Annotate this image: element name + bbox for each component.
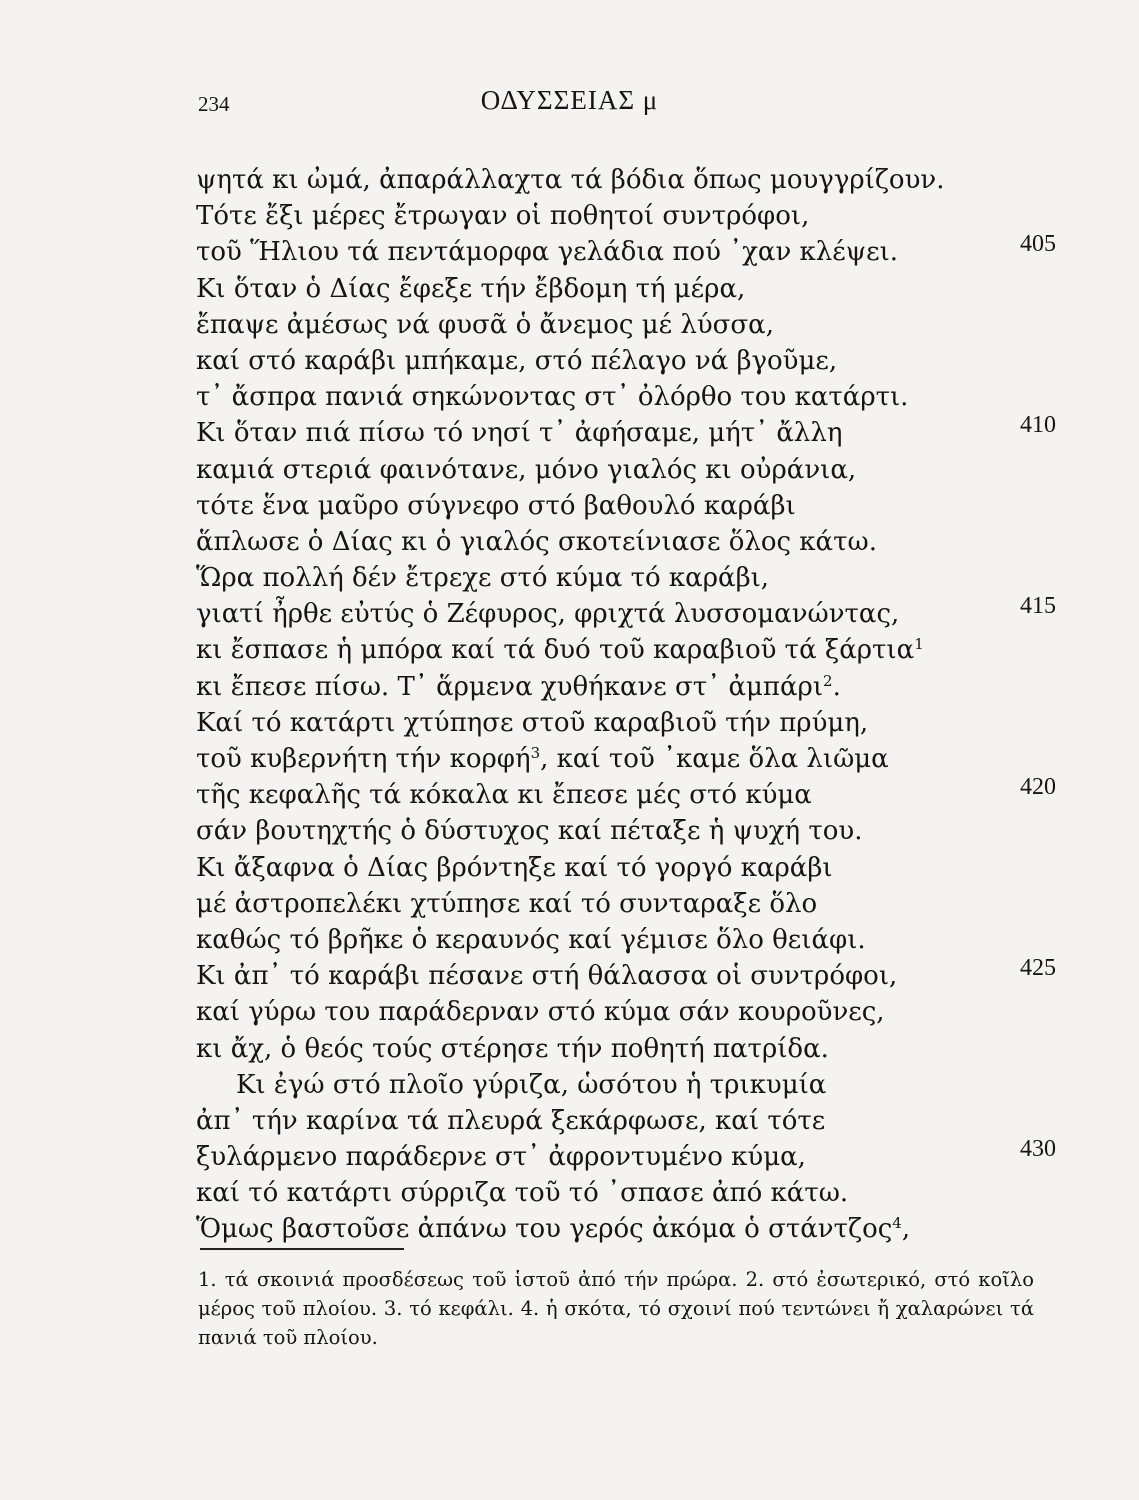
verse-line bbox=[196, 994, 1056, 1030]
verse-text: Κι ἐγώ στό πλοῖο γύριζα, ὡσότου ἡ τρικυμία bbox=[236, 1069, 827, 1100]
footnote-item: 1. τά σκοινιά προσδέσεως τοῦ ἱστοῦ ἀπό τήν πρώρα. bbox=[198, 1268, 738, 1291]
verse-line bbox=[196, 669, 1056, 705]
verse-line bbox=[196, 886, 1056, 922]
verse-text: Τότε ἔξι μέρες ἔτρωγαν οἱ ποθητοί συντρόφοι, bbox=[196, 201, 810, 232]
verse-text: καί στό καράβι μπήκαμε, στό πέλαγο νά βγοῦμε, bbox=[196, 345, 838, 376]
page-number: 234 bbox=[198, 92, 230, 116]
verse-block bbox=[196, 162, 1056, 1248]
line-number: 410 bbox=[1020, 412, 1056, 439]
verse-line bbox=[196, 1103, 1056, 1139]
verse-text: καμιά στεριά φαινότανε, μόνο γιαλός κι οὐράνια, bbox=[196, 454, 857, 485]
verse-text: ἀπ᾽ τήν καρίνα τά πλευρά ξεκάρφωσε, καί τότε bbox=[196, 1105, 826, 1136]
verse-line bbox=[196, 1067, 1056, 1103]
verse-text-continuation: , καί τοῦ ᾽καμε ὅλα λιῶμα bbox=[540, 744, 889, 774]
footnote-marker: 4 bbox=[892, 1214, 902, 1233]
line-number: 420 bbox=[1020, 774, 1056, 801]
verse-line bbox=[196, 955, 1056, 994]
verse-line bbox=[196, 271, 1056, 307]
verse-text: καί τό κατάρτι σύρριζα τοῦ τό ᾽σπασε ἀπό κάτω. bbox=[196, 1178, 849, 1209]
verse-text: τ᾽ ἄσπρα πανιά σηκώνοντας στ᾽ ὀλόρθο του κατάρτι. bbox=[196, 382, 909, 413]
verse-text: κι ἔσπασε ἡ μπόρα καί τά δυό τοῦ καραβιοῦ τά ξάρτια bbox=[196, 635, 915, 666]
verse-text: Κι ὅταν πιά πίσω τό νησί τ᾽ ἀφήσαμε, μήτ᾽ ἄλλη bbox=[196, 418, 843, 449]
verse-text: ἅπλωσε ὁ Δίας κι ὁ γιαλός σκοτείνιασε ὅλος κάτω. bbox=[196, 526, 877, 557]
verse-text: Ὥρα πολλή δέν ἔτρεχε στό κύμα τό καράβι, bbox=[196, 563, 770, 594]
verse-text: ἔπαψε ἀμέσως νά φυσᾶ ὁ ἄνεμος μέ λύσσα, bbox=[196, 309, 774, 340]
verse-text: ξυλάρμενο παράδερνε στ᾽ ἀφροντυμένο κύμα, bbox=[196, 1142, 806, 1173]
verse-line bbox=[196, 705, 1056, 741]
verse-text: Ὅμως βαστοῦσε ἀπάνω του γερός ἀκόμα ὁ στάντζος bbox=[196, 1214, 893, 1245]
footnote-marker: 1 bbox=[914, 635, 924, 654]
footnotes bbox=[198, 1265, 1034, 1352]
verse-line bbox=[196, 524, 1056, 560]
line-number: 430 bbox=[1020, 1136, 1056, 1163]
verse-line bbox=[196, 307, 1056, 343]
footnote-marker: 3 bbox=[530, 744, 541, 762]
line-number: 415 bbox=[1020, 593, 1056, 620]
verse-text-continuation: . bbox=[832, 671, 841, 702]
verse-line bbox=[196, 1211, 1056, 1247]
verse-text: καθώς τό βρῆκε ὁ κεραυνός καί γέμισε ὅλο θειάφι. bbox=[196, 924, 866, 955]
verse-text: τῆς κεφαλῆς τά κόκαλα κι ἔπεσε μές στό κύμα bbox=[196, 780, 812, 811]
verse-line bbox=[196, 632, 1056, 668]
footnote-divider bbox=[200, 1248, 404, 1250]
footnote-item: 3. τό κεφάλι. bbox=[383, 1297, 514, 1320]
verse-line bbox=[196, 231, 1056, 270]
verse-line bbox=[196, 162, 1056, 198]
verse-text: γιατί ἦρθε εὐτύς ὁ Ζέφυρος, φριχτά λυσσομανώντας, bbox=[196, 599, 900, 630]
verse-line bbox=[196, 379, 1056, 415]
verse-line bbox=[196, 452, 1056, 488]
verse-text: τοῦ Ἥλιου τά πεντάμορφα γελάδια πού ᾽χαν κλέψει. bbox=[196, 237, 899, 268]
line-number: 405 bbox=[1020, 231, 1056, 258]
verse-text: ψητά κι ὠμά, ἀπαράλλαχτα τά βόδια ὅπως μουγγρίζουν. bbox=[196, 165, 945, 195]
footnote-item: 2. στό ἐσωτερικό, στό κοῖλο μέρος τοῦ πλοίου. bbox=[198, 1268, 1034, 1320]
verse-line bbox=[196, 560, 1056, 596]
verse-text: κι ἔπεσε πίσω. Τ᾽ ἅρμενα χυθήκανε στ᾽ ἀμπάρι bbox=[196, 671, 824, 702]
verse-text-continuation: , bbox=[901, 1214, 911, 1245]
verse-line bbox=[196, 774, 1056, 813]
verse-text: μέ ἀστροπελέκι χτύπησε καί τό συνταραξε ὅλο bbox=[196, 888, 818, 919]
verse-line bbox=[196, 813, 1056, 849]
verse-line bbox=[196, 922, 1056, 958]
verse-text: καί γύρω του παράδερναν στό κύμα σάν κουροῦνες, bbox=[196, 997, 885, 1028]
verse-line bbox=[196, 412, 1056, 451]
verse-line bbox=[196, 343, 1056, 379]
verse-line bbox=[196, 198, 1056, 234]
line-number: 425 bbox=[1020, 955, 1056, 982]
footnote-item: 4. ἡ σκότα, τό σχοινί πού τεντώνει ἤ χαλαρώνει τά πανιά τοῦ πλοίου. bbox=[198, 1297, 1034, 1349]
verse-text: Καί τό κατάρτι χτύπησε στοῦ καραβιοῦ τήν πρύμη, bbox=[196, 707, 869, 738]
verse-line bbox=[196, 741, 1056, 777]
verse-line bbox=[196, 1136, 1056, 1175]
verse-text: Κι ἀπ᾽ τό καράβι πέσανε στή θάλασσα οἱ συντρόφοι, bbox=[196, 961, 898, 992]
verse-text: Κι ἄξαφνα ὁ Δίας βρόντηξε καί τό γοργό καράβι bbox=[196, 852, 833, 883]
verse-line bbox=[196, 593, 1056, 632]
footnote-marker: 2 bbox=[823, 671, 833, 690]
verse-line bbox=[196, 1175, 1056, 1211]
running-head-title: ΟΔΥΣΣΕΙΑΣ μ bbox=[480, 85, 659, 115]
verse-text: τοῦ κυβερνήτη τήν κορφή bbox=[196, 744, 531, 774]
verse-line bbox=[196, 488, 1056, 524]
verse-line bbox=[196, 850, 1056, 886]
verse-line bbox=[196, 1031, 1056, 1067]
verse-text: Κι ὅταν ὁ Δίας ἔφεξε τήν ἔβδομη τή μέρα, bbox=[196, 273, 746, 304]
verse-text: κι ἄχ, ὁ θεός τούς στέρησε τήν ποθητή πατρίδα. bbox=[196, 1033, 829, 1064]
verse-text: τότε ἕνα μαῦρο σύγνεφο στό βαθουλό καράβι bbox=[196, 490, 796, 521]
verse-text: σάν βουτηχτής ὁ δύστυχος καί πέταξε ἡ ψυχή του. bbox=[196, 816, 863, 847]
